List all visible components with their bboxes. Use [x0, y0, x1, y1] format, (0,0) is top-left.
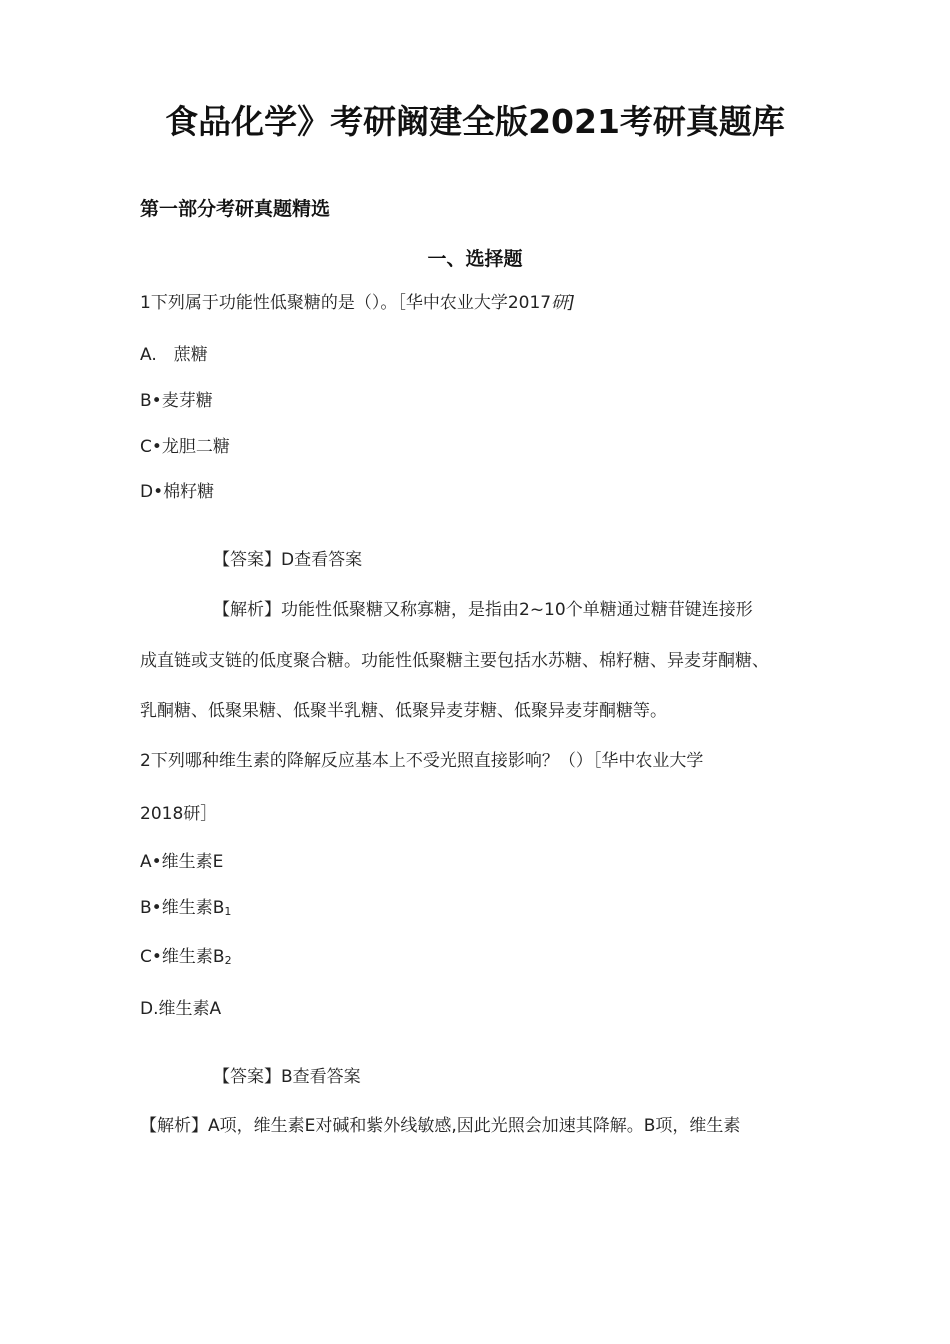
question-2-option-b	[140, 897, 231, 923]
question-1-stem-tail: 研]	[551, 293, 575, 313]
question-2-answer-link[interactable]: 【答案】B查看答案	[213, 1067, 361, 1087]
question-2-option-d-text: D.维生素A	[140, 999, 222, 1019]
question-2-option-c	[140, 946, 232, 972]
part-heading: 第一部分考研真题精选	[140, 198, 331, 220]
question-1-option-b: B•麦芽糖	[140, 391, 213, 411]
question-1-analysis-line-3: 乳酮糖、低聚果糖、低聚半乳糖、低聚异麦芽糖、低聚异麦芽酮糖等。	[140, 701, 667, 721]
question-1-option-a: A. 蔗糖	[140, 345, 208, 365]
question-2-option-b-subscript: 1	[224, 905, 232, 918]
question-2-analysis-line-1: 【解析】A项，维生素E对碱和紫外线敏感,因此光照会加速其降解。B项，维生素	[140, 1116, 741, 1136]
question-1-option-d: D•棉籽糖	[140, 482, 215, 502]
question-2-option-a-text: A•维生素E	[140, 852, 224, 872]
question-2-option-c-subscript: 2	[224, 954, 232, 967]
question-2-option-a	[140, 851, 223, 873]
question-1-analysis-line-2: 成直链或支链的低度聚合糖。功能性低聚糖主要包括水苏糖、棉籽糖、异麦芽酮糖、	[140, 651, 769, 671]
question-1-analysis-line-1: 【解析】功能性低聚糖又称寡糖，是指由2~10个单糖通过糖苷键连接形	[213, 600, 753, 620]
question-1-stem-text: 1下列属于功能性低聚糖的是（）。［华中农业大学2017	[140, 293, 552, 313]
question-2-stem-line-2: 2018研］	[140, 804, 218, 824]
question-1-option-c: C•龙胆二糖	[140, 437, 230, 457]
question-2-option-c-text: C•维生素B	[140, 947, 225, 967]
question-2-option-d	[140, 998, 221, 1020]
question-2-option-b-text: B•维生素B	[140, 898, 225, 918]
question-1-answer-link[interactable]: 【答案】D查看答案	[213, 550, 363, 570]
document-title: 食品化学》考研阚建全版2021考研真题库	[165, 102, 785, 141]
question-1-stem	[140, 292, 575, 314]
question-2-stem-line-1: 2下列哪种维生素的降解反应基本上不受光照直接影响？（）［华中农业大学	[140, 751, 704, 771]
section-heading: 一、选择题	[427, 248, 523, 270]
